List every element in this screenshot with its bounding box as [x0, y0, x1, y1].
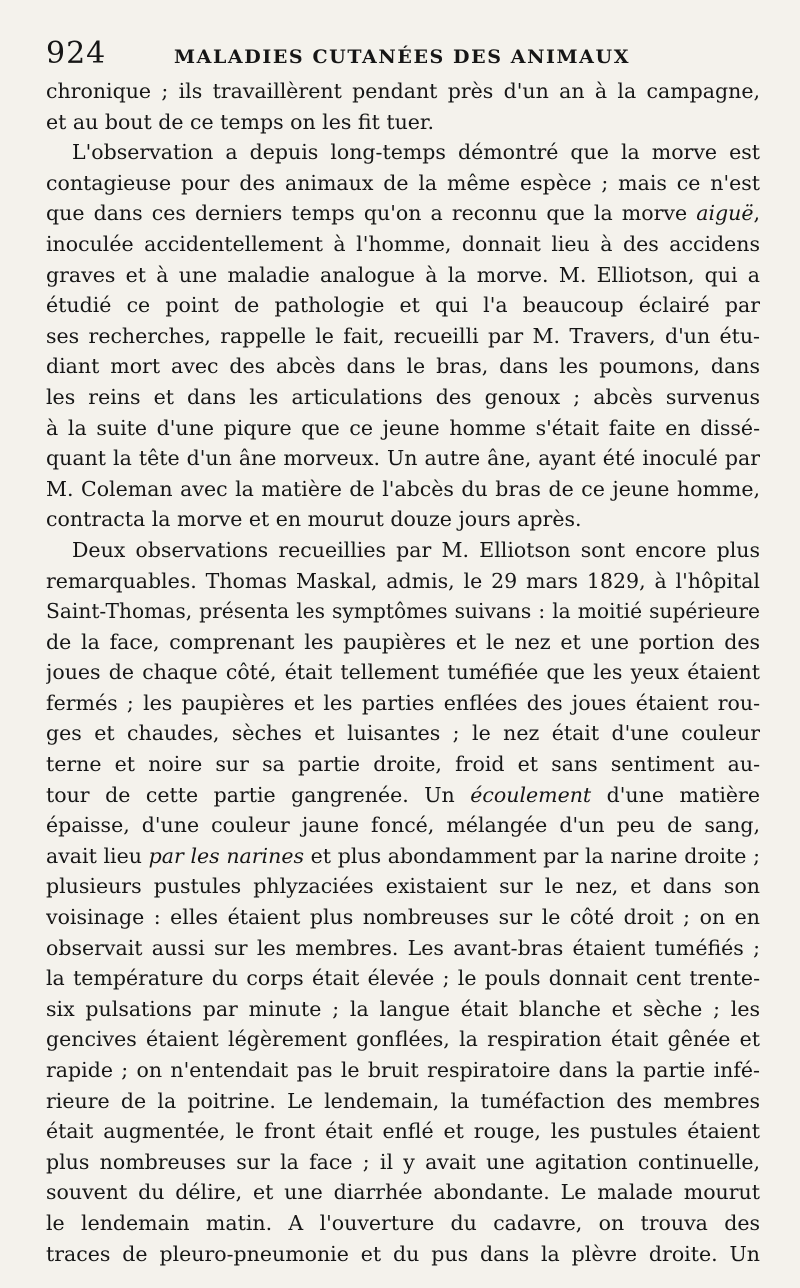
text-segment: six pulsations par minute ; la langue était blanche et sèche ; les — [46, 996, 760, 1021]
text-segment: , — [753, 201, 760, 226]
text-segment: les reins et dans les articulations des genoux ; abcès survenus — [46, 384, 760, 409]
text-line — [46, 1116, 760, 1147]
text-line — [46, 688, 760, 719]
text-segment: voisinage : elles étaient plus nombreuses sur le côté droit ; on en — [46, 905, 760, 930]
text-segment: joues de chaque côté, était tellement tuméfiée que les yeux étaient — [46, 660, 760, 685]
text-line — [46, 474, 760, 505]
text-segment: que dans ces derniers temps qu'on a reconnu que la morve — [46, 201, 697, 226]
text-segment: terne et noire sur sa partie droite, froid et sans sentiment au- — [46, 752, 760, 777]
text-segment: ses recherches, rappelle le fait, recueilli par M. Travers, d'un étu- — [46, 323, 760, 348]
text-segment: le lendemain matin. A l'ouverture du cadavre, on trouva des — [46, 1210, 760, 1235]
italic-text: par les narines — [148, 843, 304, 868]
text-segment: d'une matière — [591, 782, 760, 807]
running-head — [46, 32, 760, 76]
text-line — [46, 810, 760, 841]
text-segment: la température du corps était élevée ; le pouls donnait cent trente- — [46, 966, 760, 991]
text-segment: plusieurs pustules phlyzaciées existaient sur le nez, et dans son — [46, 874, 760, 899]
text-segment: chronique ; ils travaillèrent pendant près d'un an à la campagne, — [46, 79, 760, 103]
text-line — [46, 780, 760, 811]
text-line — [46, 596, 760, 627]
text-segment: remarquables. Thomas Maskal, admis, le 29 mars 1829, à l'hôpital — [46, 568, 760, 593]
running-title: MALADIES CUTANÉES DES ANIMAUX — [174, 46, 631, 68]
text-line — [46, 994, 760, 1025]
text-segment: diant mort avec des abcès dans le bras, dans les poumons, dans — [46, 354, 760, 379]
page-number: 924 — [46, 36, 107, 71]
text-segment: contagieuse pour des animaux de la même espèce ; mais ce n'est — [46, 170, 760, 195]
text-segment: souvent du délire, et une diarrhée abondante. Le malade mourut — [46, 1180, 760, 1205]
text-segment: ges et chaudes, sèches et luisantes ; le nez était d'une couleur — [46, 721, 760, 746]
text-line — [46, 1086, 760, 1117]
text-line — [46, 1147, 760, 1178]
text-segment: L'observation a depuis long-temps démontré que la morve est — [72, 140, 760, 165]
text-line — [46, 535, 760, 566]
text-line — [46, 1024, 760, 1055]
text-line — [46, 933, 760, 964]
text-line — [46, 566, 760, 597]
text-segment: rieure de la poitrine. Le lendemain, la tuméfaction des membres — [46, 1088, 760, 1113]
text-line — [46, 413, 760, 444]
text-line — [46, 1177, 760, 1208]
text-line — [46, 902, 760, 933]
text-segment: plus nombreuses sur la face ; il y avait une agitation continuelle, — [46, 1149, 760, 1174]
text-segment: épaisse, d'une couleur jaune foncé, mélangée d'un peu de sang, — [46, 813, 760, 838]
text-line — [46, 1239, 760, 1270]
text-segment: et au bout de ce temps on les fit tuer. — [46, 109, 434, 134]
text-line — [46, 168, 760, 199]
text-line — [46, 871, 760, 902]
text-segment: rapide ; on n'entendait pas le bruit respiratoire dans la partie infé- — [46, 1058, 760, 1082]
text-line — [46, 749, 760, 780]
text-segment: contracta la morve et en mourut douze jours après. — [46, 507, 582, 532]
text-line — [46, 137, 760, 168]
text-line — [46, 321, 760, 352]
text-segment: et plus abondamment par la narine droite ; — [303, 843, 760, 868]
text-line — [46, 290, 760, 321]
text-segment: gencives étaient légèrement gonflées, la respiration était gênée et — [46, 1027, 760, 1052]
text-line — [46, 229, 760, 260]
text-segment: à la suite d'une piqure que ce jeune homme s'était faite en dissé- — [46, 415, 760, 440]
text-segment: inoculée accidentellement à l'homme, donnait lieu à des accidens — [46, 231, 760, 256]
text-line — [46, 1208, 760, 1239]
text-segment: graves et à une maladie analogue à la morve. M. Elliotson, qui a — [46, 262, 760, 287]
text-line — [46, 443, 760, 474]
text-line — [46, 198, 760, 229]
text-segment: tour de cette partie gangrenée. Un — [46, 782, 471, 807]
italic-text: aiguë — [696, 201, 754, 226]
text-segment: Deux observations recueillies par M. Elliotson sont encore plus — [72, 537, 760, 562]
text-segment: fermés ; les paupières et les parties enflées des joues étaient rou- — [46, 690, 760, 715]
text-line — [46, 107, 760, 138]
text-segment: traces de pleuro-pneumonie et du pus dans la plèvre droite. Un — [46, 1241, 760, 1266]
text-line — [46, 1055, 760, 1086]
text-line — [46, 351, 760, 382]
text-segment: avait lieu — [46, 843, 149, 868]
text-line — [46, 76, 760, 107]
text-line — [46, 841, 760, 872]
body-text — [46, 76, 760, 1269]
text-segment: étudié ce point de pathologie et qui l'a beaucoup éclairé par — [46, 293, 760, 318]
text-line — [46, 382, 760, 413]
text-line — [46, 963, 760, 994]
text-segment: quant la tête d'un âne morveux. Un autre âne, ayant été inoculé par — [46, 446, 760, 471]
text-segment: était augmentée, le front était enflé et rouge, les pustules étaient — [46, 1119, 760, 1144]
text-line — [46, 718, 760, 749]
text-line — [46, 504, 760, 535]
text-segment: M. Coleman avec la matière de l'abcès du bras de ce jeune homme, — [46, 476, 760, 501]
italic-text: écoulement — [470, 782, 592, 807]
text-segment: observait aussi sur les membres. Les avant-bras étaient tuméfiés ; — [46, 935, 760, 960]
text-segment: Saint-Thomas, présenta les symptômes suivans : la moitié supérieure — [46, 599, 760, 624]
text-line — [46, 627, 760, 658]
text-line — [46, 260, 760, 291]
text-line — [46, 657, 760, 688]
text-segment: de la face, comprenant les paupières et le nez et une portion des — [46, 629, 760, 654]
